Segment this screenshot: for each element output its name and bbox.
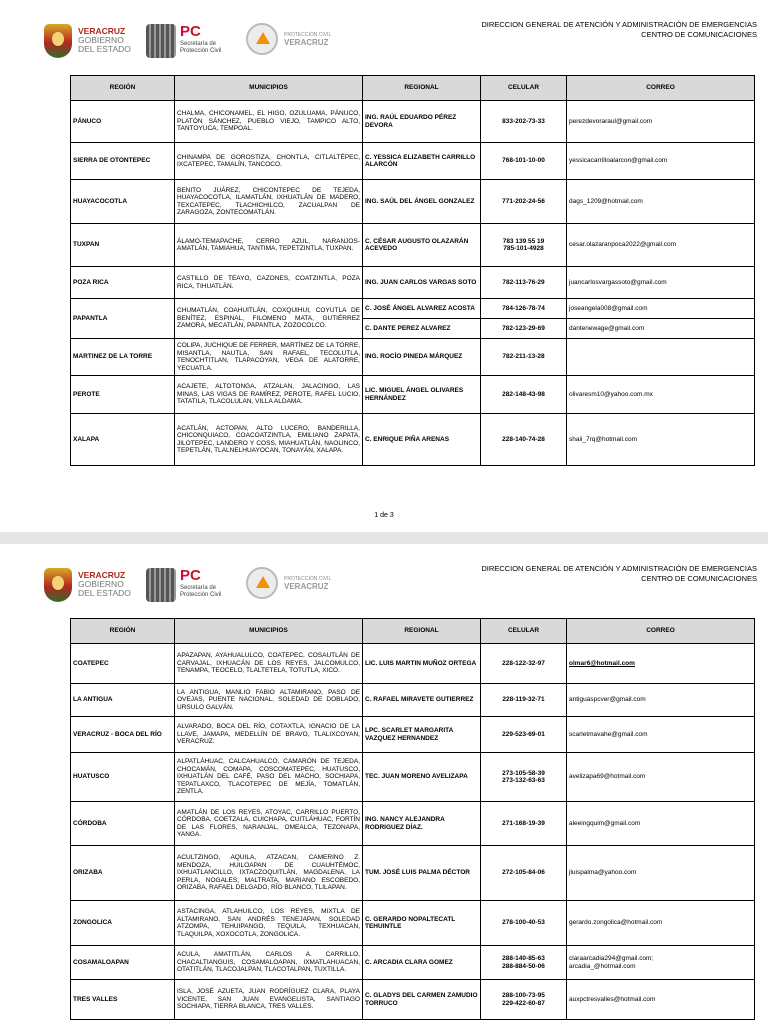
directory-table (70, 75, 755, 466)
correo-cell[interactable]: yessicacarrilloalarcon@gmail.com (567, 143, 755, 180)
civil-protection-triangle-icon (246, 567, 278, 599)
national-emblem-icon (146, 568, 176, 602)
regional-cell: ING. SAÚL DEL ÁNGEL GONZALEZ (363, 180, 481, 224)
regional-cell: ING. NANCY ALEJANDRA RODRIGUEZ DÍAZ. (363, 802, 481, 846)
region-cell: TUXPAN (71, 224, 175, 267)
municipios-cell: ACAJETE, ALTOTONGA, ATZALAN, JALACINGO, LAS MINAS, LAS VIGAS DE RAMÍREZ, PEROTE, RAFEL LUCIO, TATATILA, TLACOLULAN, VILLA ALDAMA. (175, 376, 363, 414)
table-row (71, 980, 755, 1020)
table-header-row (71, 76, 755, 101)
region-cell: CÓRDOBA (71, 802, 175, 846)
celular-cell: 782-113-76-29 (481, 267, 567, 299)
correo-cell[interactable]: antiguaspcver@gmail.com (567, 684, 755, 717)
correo-cell[interactable]: olivaresm10@yahoo.com.mx (567, 376, 755, 414)
celular-cell: 229-523-69-01 (481, 717, 567, 753)
directory-table (70, 618, 755, 1020)
celular-cell: 271-168-19-39 (481, 802, 567, 846)
proteccion-civil-veracruz-logo (246, 567, 336, 603)
document-page-2 (0, 544, 768, 1024)
municipios-cell: ALVARADO, BOCA DEL RÍO, COTAXTLA, IGNACIO DE LA LLAVE, JAMAPA, MEDELLÍN DE BRAVO, TLALIXCOYAN, VERACRUZ. (175, 717, 363, 753)
correo-cell[interactable]: avelizapa69@hotmail.com (567, 753, 755, 802)
column-header: MUNICIPIOS (175, 76, 363, 101)
header-line-1: DIRECCION GENERAL DE ATENCIÓN Y ADMINISTRACIÓN DE EMERGENCIAS (481, 564, 757, 573)
correo-cell[interactable]: cesar.olazaranpoca2022@gmail.com (567, 224, 755, 267)
logo-text: GOBIERNO (78, 579, 124, 589)
celular-cell: 833-202-73-33 (481, 101, 567, 143)
celular-cell: 273-105-58-39 273-132-63-63 (481, 753, 567, 802)
celular-cell: 783 139 55 19 785-101-4928 (481, 224, 567, 267)
page-separator (0, 532, 768, 544)
pc-logo (146, 22, 232, 62)
celular-cell: 288-100-73-95 229-422-60-87 (481, 980, 567, 1020)
table-row (71, 143, 755, 180)
pc-logo-title: PC (180, 23, 201, 40)
correo-cell (567, 339, 755, 376)
column-header: CELULAR (481, 619, 567, 644)
municipios-cell: CHUMATLÁN, COAHUITLÁN, COXQUIHUI, COYUTLA DE BENÍTEZ, ESPINAL, FILOMENO MATA, GUTIÉRREZ ZAMORA, MECATLÁN, PAPANTLA, ZOZOCOLCO. (175, 299, 363, 339)
correo-cell[interactable]: auxpctresvalles@hotmail.com (567, 980, 755, 1020)
correo-cell[interactable]: gerardo.zongolica@hotmail.com (567, 901, 755, 946)
municipios-cell: ISLA, JOSÉ AZUETA, JUAN RODRÍGUEZ CLARA, PLAYA VICENTE, SAN JUAN EVANGELISTA, SANTIAGO SOCHIAPA, TIERRA BLANCA, TRES VALLES. (175, 980, 363, 1020)
regional-cell: C. ENRIQUE PIÑA ARENAS (363, 414, 481, 466)
logo-text: DEL ESTADO (78, 44, 131, 54)
pc-logo (146, 566, 232, 606)
region-cell: ZONGOLICA (71, 901, 175, 946)
municipios-cell: ACATLÁN, ACTOPAN, ALTO LUCERO, BANDERILLA, CHICONQUIACO, COACOATZINTLA, EMILIANO ZAPATA, JILOTEPEC, LANDERO Y COSS, MIAHUATLÁN, NAOLINCO, TEPETLÁN, TLALNELHUAYOCAN, TONAYÁN, XALAPA. (175, 414, 363, 466)
municipios-cell: APAZAPAN, AYAHUALULCO, COATEPEC, COSAUTLÁN DE CARVAJAL, IXHUACÁN DE LOS REYES, JALCOMULCO, TENAMPA, TEOCELO, TLALTETELA, TOTUTLA, XICO. (175, 644, 363, 684)
celular-cell: 782-123-29-69 (481, 319, 567, 339)
region-cell: COATEPEC (71, 644, 175, 684)
municipios-cell: ACULA, AMATITLÁN, CARLOS A. CARRILLO, CHACALTIANGUIS, COSAMALOAPAN, IXMATLAHUACAN, OTATITLÁN, TLACOJALPAN, TLACOTALPAN, TUXTILLA. (175, 946, 363, 980)
municipios-cell: ÁLAMO-TEMAPACHE, CERRO AZUL, NARANJOS-AMATLÁN, TAMIAHUA, TANTIMA, TEPETZINTLA, TUXPAN. (175, 224, 363, 267)
region-cell: PÁNUCO (71, 101, 175, 143)
region-cell: MARTINEZ DE LA TORRE (71, 339, 175, 376)
regional-cell: ING. RAÚL EDUARDO PÉREZ DEVORA (363, 101, 481, 143)
celular-cell: 288-140-85-63 288-884-50-06 (481, 946, 567, 980)
logo-text: GOBIERNO (78, 35, 124, 45)
celular-cell: 771-202-24-56 (481, 180, 567, 224)
document-header (481, 564, 757, 584)
region-cell: HUATUSCO (71, 753, 175, 802)
national-emblem-icon (146, 24, 176, 58)
column-header: REGIÓN (71, 76, 175, 101)
veracruz-shield-icon (44, 24, 72, 58)
pc-logo-sub: Secretaría de Protección Civil (180, 41, 222, 54)
celular-cell: 228-119-32-71 (481, 684, 567, 717)
municipios-cell: AMATLÁN DE LOS REYES, ATOYAC, CARRILLO PUERTO, CÓRDOBA, COETZALA, CUICHAPA, CUITLÁHUAC, FORTÍN DE LAS FLORES, NARANJAL, OMEALCA, TEZONAPA, YANGA. (175, 802, 363, 846)
column-header: CORREO (567, 619, 755, 644)
municipios-cell: ALPATLÁHUAC, CALCAHUALCO, CAMARÓN DE TEJEDA, CHOCAMÁN, COMAPA, COSCOMATEPEC, HUATUSCO, IXHUATLÁN DEL CAFÉ, PASO DEL MACHO, SOCHIAPA, TEPATLAXCO, TLACOTEPEC DE MEJÍA, TOMATLÁN, ZENTLA. (175, 753, 363, 802)
regional-cell: C. CÉSAR AUGUSTO OLAZARÁN ACEVEDO (363, 224, 481, 267)
regional-cell: LPC. SCARLET MARGARITA VAZQUEZ HERNANDEZ (363, 717, 481, 753)
veracruz-shield-icon (44, 568, 72, 602)
regional-cell: LIC. MIGUEL ÁNGEL OLIVARES HERNÁNDEZ (363, 376, 481, 414)
correo-cell[interactable]: shaii_7rq@hotmail.com (567, 414, 755, 466)
municipios-cell: CHINAMPA DE GOROSTIZA, CHONTLA, CITLALTÉPEC, IXCATEPEC, TAMALÍN, TANCOCO. (175, 143, 363, 180)
region-cell: PEROTE (71, 376, 175, 414)
table-row (71, 376, 755, 414)
regional-cell: C. RAFAEL MIRAVETE GUTIERREZ (363, 684, 481, 717)
region-cell: HUAYACOCOTLA (71, 180, 175, 224)
correo-cell[interactable]: joseangela008@gmail.com (567, 299, 755, 319)
column-header: CORREO (567, 76, 755, 101)
header-line-2: CENTRO DE COMUNICACIONES (641, 30, 757, 39)
region-cell: ORIZABA (71, 846, 175, 901)
celular-cell: 768-101-10-00 (481, 143, 567, 180)
logo-text: VERACRUZ (284, 38, 329, 47)
proteccion-civil-veracruz-logo (246, 23, 336, 59)
table-row (71, 901, 755, 946)
column-header: CELULAR (481, 76, 567, 101)
table-row (71, 644, 755, 684)
region-cell: PAPANTLA (71, 299, 175, 339)
table-row (71, 101, 755, 143)
region-cell: TRES VALLES (71, 980, 175, 1020)
logo-text: PROTECCIÓN CIVIL (284, 32, 332, 38)
region-cell: XALAPA (71, 414, 175, 466)
celular-cell: 282-148-43-98 (481, 376, 567, 414)
correo-cell[interactable]: dags_1209@hotmail.com (567, 180, 755, 224)
table-header-row (71, 619, 755, 644)
municipios-cell: BENITO JUÁREZ, CHICONTEPEC DE TEJEDA, HUAYACOCOTLA, ILAMATLÁN, IXHUATLÁN DE MADERO, TEXCATEPEC, TLACHICHILCO, ZACUALPAN DE ZARAGOZA, ZONTECOMATLÁN. (175, 180, 363, 224)
correo-cell[interactable]: claraarcadia294@gmail.com; arcadia_@hotmail.com (567, 946, 755, 980)
region-cell: LA ANTIGUA (71, 684, 175, 717)
celular-cell: 228-122-32-97 (481, 644, 567, 684)
regional-cell: C. GERARDO NOPALTECATL TEHUINTLE (363, 901, 481, 946)
municipios-cell: CASTILLO DE TEAYO, CAZONES, COATZINTLA, POZA RICA, TIHUATLÁN. (175, 267, 363, 299)
celular-cell: 228-140-74-28 (481, 414, 567, 466)
regional-cell: C. ARCADIA CLARA GOMEZ (363, 946, 481, 980)
municipios-cell: COLIPA, JUCHIQUE DE FERRER, MARTÍNEZ DE LA TORRE, MISANTLA, NAUTLA, SAN RAFAEL, TECOLUTLA, TENOCHTITLAN, TLAPACOYAN, VEGA DE ALATORRE, YECUATLA. (175, 339, 363, 376)
header-line-1: DIRECCION GENERAL DE ATENCIÓN Y ADMINISTRACIÓN DE EMERGENCIAS (481, 20, 757, 29)
region-cell: VERACRUZ - BOCA DEL RÍO (71, 717, 175, 753)
column-header: REGIÓN (71, 619, 175, 644)
veracruz-government-logo (44, 24, 132, 60)
document-header (481, 20, 757, 40)
column-header: REGIONAL (363, 619, 481, 644)
correo-cell[interactable]: olmar6@hotmail.com (567, 644, 755, 684)
logo-text: VERACRUZ (78, 26, 126, 36)
regional-cell: C. YESSICA ELIZABETH CARRILLO ALARCÓN (363, 143, 481, 180)
table-row (71, 684, 755, 717)
table-row (71, 224, 755, 267)
regional-cell: TEC. JUAN MORENO AVELIZAPA (363, 753, 481, 802)
logo-text: PROTECCIÓN CIVIL (284, 576, 332, 582)
correo-cell[interactable]: aleeingquim@gmail.com (567, 802, 755, 846)
table-row (71, 267, 755, 299)
celular-cell: 272-105-84-06 (481, 846, 567, 901)
header-line-2: CENTRO DE COMUNICACIONES (641, 574, 757, 583)
correo-cell[interactable]: juancarlosvargassoto@gmail.com (567, 267, 755, 299)
correo-cell[interactable]: jluispalma@yahoo.com (567, 846, 755, 901)
table-body (71, 644, 755, 1020)
civil-protection-triangle-icon (246, 23, 278, 55)
municipios-cell: LA ANTIGUA, MANLIO FABIO ALTAMIRANO, PASO DE OVEJAS, PUENTE NACIONAL, SOLEDAD DE DOBLADO, URSULO GALVÁN. (175, 684, 363, 717)
table-body (71, 101, 755, 466)
logo-text: VERACRUZ (284, 582, 329, 591)
logo-text: VERACRUZ (78, 570, 126, 580)
correo-cell[interactable]: dantenewage@gmail.com (567, 319, 755, 339)
logo-text: DEL ESTADO (78, 588, 131, 598)
pc-logo-title: PC (180, 567, 201, 584)
regional-cell: LIC. LUIS MARTIN MUÑOZ ORTEGA (363, 644, 481, 684)
regional-cell: C. DANTE PEREZ ALVAREZ (363, 319, 481, 339)
municipios-cell: ASTACINGA, ATLAHUILCO, LOS REYES, MIXTLA DE ALTAMIRANO, SAN ANDRÉS TENEJAPAN, SOLEDAD ATZOMPA, TEHUIPANGO, TEQUILA, TEXHUACAN, TLAQUILPA, XOXOCOTLA, ZONGOLICA. (175, 901, 363, 946)
regional-cell: ING. ROCÍO PINEDA MÁRQUEZ (363, 339, 481, 376)
table-row (71, 180, 755, 224)
municipios-cell: CHALMA, CHICONAMEL, EL HIGO, OZULUAMA, PÁNUCO, PLATÓN SÁNCHEZ, PUEBLO VIEJO, TAMPICO ALTO, TANTOYUCA, TEMPOAL. (175, 101, 363, 143)
region-cell: COSAMALOAPAN (71, 946, 175, 980)
table-row (71, 717, 755, 753)
pc-logo-sub: Secretaría de Protección Civil (180, 585, 222, 598)
column-header: MUNICIPIOS (175, 619, 363, 644)
table-row (71, 946, 755, 980)
page-number: 1 de 3 (374, 512, 394, 519)
column-header: REGIONAL (363, 76, 481, 101)
table-row (71, 414, 755, 466)
table-row (71, 846, 755, 901)
celular-cell: 782-211-13-28 (481, 339, 567, 376)
region-cell: POZA RICA (71, 267, 175, 299)
regional-cell: ING. JUAN CARLOS VARGAS SOTO (363, 267, 481, 299)
celular-cell: 278-100-40-53 (481, 901, 567, 946)
municipios-cell: ACULTZINGO, AQUILA, ATZACAN, CAMERINO Z. MENDOZA, HUILOAPAN DE CUAUHTÉMOC, IXHUATLANCILLO, IXTACZOQUITLÁN, MAGDALENA, LA PERLA, NOGALES, MALTRATA, MARIANO ESCOBEDO, ORIZABA, RAFAEL DELGADO, RÍO BLANCO, TLILAPAN. (175, 846, 363, 901)
regional-cell: C. GLADYS DEL CARMEN ZAMUDIO TORRUCO (363, 980, 481, 1020)
correo-cell[interactable]: perezdevoraraul@gmail.com (567, 101, 755, 143)
table-row (71, 753, 755, 802)
veracruz-government-logo (44, 568, 132, 604)
correo-cell[interactable]: scarletmavahe@gmail.com (567, 717, 755, 753)
regional-cell: C. JOSÉ ÁNGEL ALVAREZ ACOSTA (363, 299, 481, 319)
celular-cell: 784-126-78-74 (481, 299, 567, 319)
table-row (71, 299, 755, 319)
table-row (71, 802, 755, 846)
table-row (71, 339, 755, 376)
regional-cell: TUM. JOSÉ LUIS PALMA DÉCTOR (363, 846, 481, 901)
region-cell: SIERRA DE OTONTEPEC (71, 143, 175, 180)
